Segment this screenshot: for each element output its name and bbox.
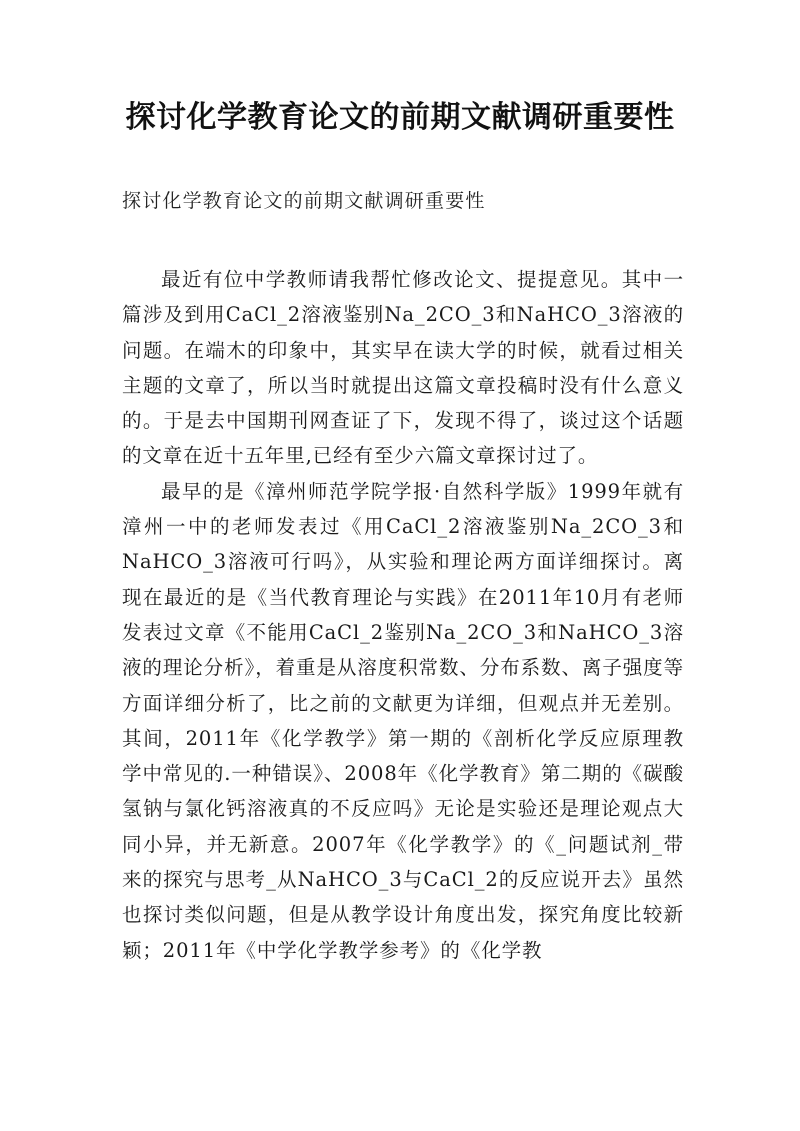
body-paragraph-2: 最早的是《漳州师范学院学报·自然科学版》1999年就有漳州一中的老师发表过《用CaCl_2溶液鉴别Na_2CO_3和NaHCO_3溶液可行吗》，从实验和理论两方面详细探讨。离现在最近的是《当代教育理论与实践》在2011年10月有老师发表过文章《不能用CaCl_2鉴别Na_2CO_3和NaHCO_3溶液的理论分析》，着重是从溶度积常数、分布系数、离子强度等方面详细分析了，比之前的文献更为详细，但观点并无差别。其间，2011年《化学教学》第一期的《剖析化学反应原理教学中常见的.一种错误》、2008年《化学教育》第二期的《碳酸氢钠与氯化钙溶液真的不反应吗》无论是实验还是理论观点大同小异，并无新意。2007年《化学教学》的《_问题试剂_带来的探究与思考_从NaHCO_3与CaCl_2的反应说开去》虽然也探讨类似问题，但是从教学设计角度出发，探究角度比较新颖；2011年《中学化学教学参考》的《化学教 <box>122 479 684 962</box>
body-paragraph-1: 最近有位中学教师请我帮忙修改论文、提提意见。其中一篇涉及到用CaCl_2溶液鉴别Na_2CO_3和NaHCO_3溶液的问题。在端木的印象中，其实早在读大学的时候，就看过相关主题的文章了，所以当时就提出这篇文章投稿时没有什么意义的。于是去中国期刊网查证了下，发现不得了，谈过这个话题的文章在近十五年里,已经有至少六篇文章探讨过了。 <box>122 268 684 468</box>
document-title: 探讨化学教育论文的前期文献调研重要性 <box>125 100 675 135</box>
document-subtitle: 探讨化学教育论文的前期文献调研重要性 <box>122 190 486 212</box>
document-body <box>122 262 684 968</box>
